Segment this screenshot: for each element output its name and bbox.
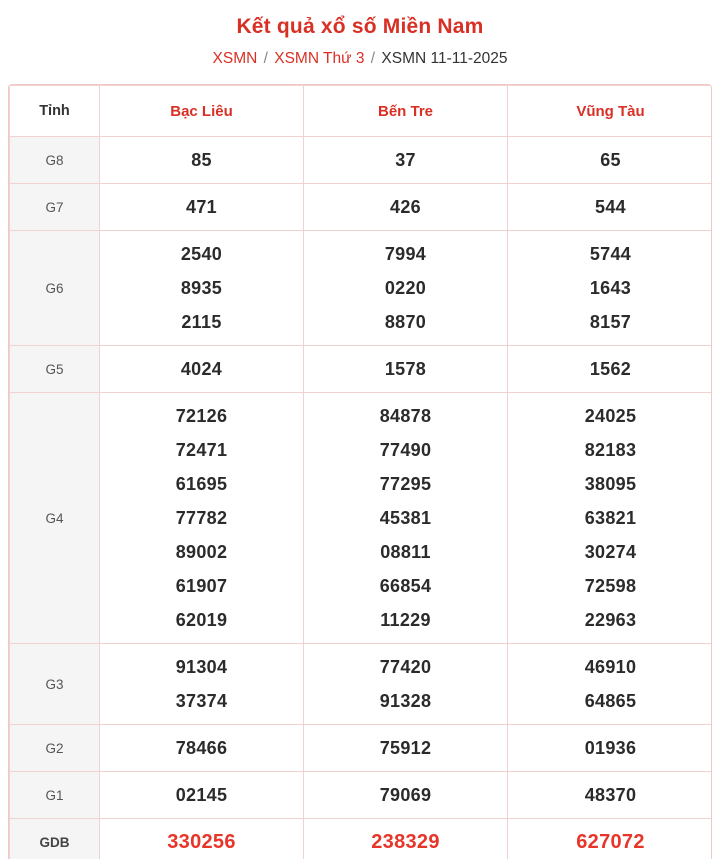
column-header-vung-tau: Vũng Tàu bbox=[508, 86, 713, 137]
prize-label: G6 bbox=[10, 231, 100, 346]
prize-label: G2 bbox=[10, 725, 100, 772]
prize-number: 66854 bbox=[379, 576, 432, 596]
prize-number: 11229 bbox=[380, 610, 431, 630]
prize-number: 91304 bbox=[175, 657, 228, 677]
prize-cell-vung-tau bbox=[508, 346, 713, 393]
prize-cell-ben-tre bbox=[304, 644, 508, 725]
prize-number: 426 bbox=[390, 197, 421, 217]
prize-cell-ben-tre bbox=[304, 231, 508, 346]
prize-cell-vung-tau bbox=[508, 184, 713, 231]
prize-label: G8 bbox=[10, 137, 100, 184]
table-row bbox=[10, 772, 713, 819]
prize-number: 02145 bbox=[175, 785, 228, 805]
table-row bbox=[10, 393, 713, 644]
prize-cell-bac-lieu bbox=[100, 346, 304, 393]
prize-label: G5 bbox=[10, 346, 100, 393]
table-row bbox=[10, 231, 713, 346]
prize-number: 72126 bbox=[175, 406, 228, 426]
prize-number: 38095 bbox=[584, 474, 637, 494]
results-table bbox=[9, 85, 712, 859]
prize-number: 75912 bbox=[379, 738, 432, 758]
prize-number: 627072 bbox=[576, 831, 645, 853]
prize-number: 2540 bbox=[180, 244, 223, 264]
prize-number: 63821 bbox=[584, 508, 637, 528]
prize-cell-ben-tre bbox=[304, 184, 508, 231]
prize-number: 4024 bbox=[180, 359, 223, 379]
prize-number: 78466 bbox=[175, 738, 228, 758]
table-row bbox=[10, 137, 713, 184]
breadcrumb-item-1[interactable]: XSMN bbox=[212, 50, 258, 67]
prize-number: 91328 bbox=[379, 691, 432, 711]
column-header-province: Tỉnh bbox=[10, 86, 100, 137]
prize-number: 30274 bbox=[584, 542, 637, 562]
table-row bbox=[10, 346, 713, 393]
prize-number: 22963 bbox=[584, 610, 637, 630]
prize-cell-ben-tre bbox=[304, 725, 508, 772]
prize-number: 64865 bbox=[584, 691, 637, 711]
prize-cell-bac-lieu bbox=[100, 819, 304, 859]
prize-number: 62019 bbox=[175, 610, 228, 630]
prize-cell-bac-lieu bbox=[100, 644, 304, 725]
page-header bbox=[0, 0, 720, 70]
prize-number: 330256 bbox=[167, 831, 236, 853]
prize-cell-vung-tau bbox=[508, 644, 713, 725]
prize-number: 37 bbox=[395, 150, 416, 170]
prize-number: 46910 bbox=[584, 657, 637, 677]
prize-number: 84878 bbox=[379, 406, 432, 426]
prize-number: 65 bbox=[600, 150, 621, 170]
prize-cell-vung-tau bbox=[508, 819, 713, 859]
table-row bbox=[10, 184, 713, 231]
column-header-bac-lieu: Bạc Liêu bbox=[100, 86, 304, 137]
prize-label: G4 bbox=[10, 393, 100, 644]
prize-number: 01936 bbox=[584, 738, 637, 758]
prize-cell-bac-lieu bbox=[100, 231, 304, 346]
prize-label: GDB bbox=[10, 819, 100, 859]
prize-number: 77782 bbox=[175, 508, 228, 528]
prize-number: 89002 bbox=[175, 542, 228, 562]
prize-cell-ben-tre bbox=[304, 137, 508, 184]
breadcrumb-separator-1: / bbox=[263, 50, 268, 67]
prize-number: 08811 bbox=[380, 542, 431, 562]
prize-cell-bac-lieu bbox=[100, 725, 304, 772]
prize-number: 8870 bbox=[384, 312, 427, 332]
prize-cell-bac-lieu bbox=[100, 393, 304, 644]
prize-number: 0220 bbox=[384, 278, 427, 298]
prize-number: 1643 bbox=[589, 278, 632, 298]
prize-number: 45381 bbox=[379, 508, 432, 528]
results-table-head bbox=[10, 86, 713, 137]
prize-cell-vung-tau bbox=[508, 231, 713, 346]
prize-number: 471 bbox=[186, 197, 217, 217]
prize-number: 77420 bbox=[379, 657, 432, 677]
prize-cell-ben-tre bbox=[304, 393, 508, 644]
prize-number: 544 bbox=[595, 197, 626, 217]
prize-number: 72471 bbox=[175, 440, 228, 460]
prize-cell-bac-lieu bbox=[100, 772, 304, 819]
prize-cell-bac-lieu bbox=[100, 137, 304, 184]
results-table-container bbox=[8, 84, 712, 859]
prize-number: 5744 bbox=[589, 244, 632, 264]
breadcrumb-item-2[interactable]: XSMN Thứ 3 bbox=[274, 50, 365, 67]
prize-cell-vung-tau bbox=[508, 393, 713, 644]
prize-number: 1562 bbox=[589, 359, 632, 379]
table-header-row bbox=[10, 86, 713, 137]
table-row bbox=[10, 725, 713, 772]
table-row-special-prize bbox=[10, 819, 713, 859]
prize-number: 82183 bbox=[584, 440, 637, 460]
prize-number: 85 bbox=[191, 150, 212, 170]
column-header-ben-tre: Bến Tre bbox=[304, 86, 508, 137]
prize-cell-vung-tau bbox=[508, 137, 713, 184]
breadcrumb bbox=[0, 48, 720, 70]
prize-cell-vung-tau bbox=[508, 772, 713, 819]
prize-number: 1578 bbox=[384, 359, 427, 379]
page-title: Kết quả xổ số Miền Nam bbox=[236, 15, 484, 38]
prize-number: 24025 bbox=[584, 406, 637, 426]
prize-cell-ben-tre bbox=[304, 772, 508, 819]
prize-cell-bac-lieu bbox=[100, 184, 304, 231]
prize-label: G3 bbox=[10, 644, 100, 725]
prize-number: 61907 bbox=[175, 576, 228, 596]
prize-number: 7994 bbox=[384, 244, 427, 264]
prize-label: G7 bbox=[10, 184, 100, 231]
prize-number: 77295 bbox=[379, 474, 432, 494]
prize-number: 61695 bbox=[175, 474, 228, 494]
prize-number: 238329 bbox=[371, 831, 440, 853]
table-row bbox=[10, 644, 713, 725]
prize-number: 72598 bbox=[584, 576, 637, 596]
prize-number: 2115 bbox=[181, 312, 222, 332]
prize-cell-ben-tre bbox=[304, 819, 508, 859]
prize-cell-vung-tau bbox=[508, 725, 713, 772]
prize-number: 37374 bbox=[175, 691, 228, 711]
prize-number: 8935 bbox=[180, 278, 223, 298]
prize-number: 48370 bbox=[584, 785, 637, 805]
results-table-body bbox=[10, 137, 713, 859]
prize-number: 8157 bbox=[589, 312, 632, 332]
prize-label: G1 bbox=[10, 772, 100, 819]
breadcrumb-separator-2: / bbox=[370, 50, 376, 67]
breadcrumb-item-3[interactable]: XSMN 11-11-2025 bbox=[381, 50, 508, 67]
prize-number: 77490 bbox=[379, 440, 432, 460]
prize-number: 79069 bbox=[379, 785, 432, 805]
prize-cell-ben-tre bbox=[304, 346, 508, 393]
